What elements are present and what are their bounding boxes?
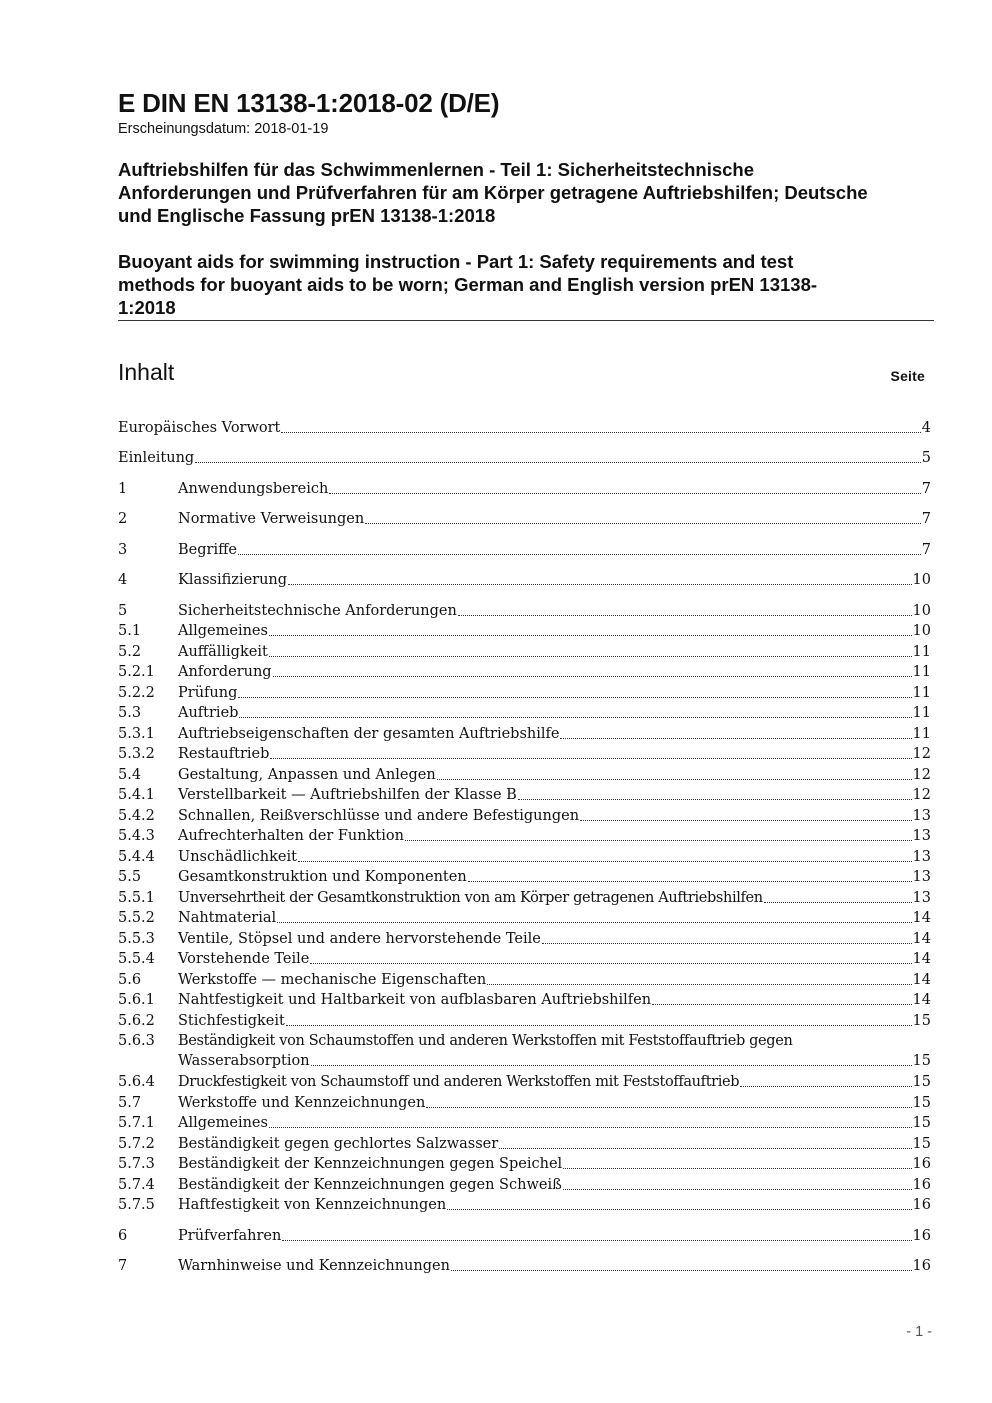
toc-leader bbox=[560, 724, 911, 739]
toc-entry[interactable] bbox=[118, 1072, 931, 1092]
title-german-line: und Englische Fassung prEN 13138-1:2018 bbox=[118, 205, 496, 226]
toc-entry[interactable] bbox=[118, 418, 931, 438]
toc-entry-page: 15 bbox=[912, 1074, 931, 1090]
toc-entry-title: Auftrieb bbox=[178, 705, 239, 721]
toc-entry-title: Gesamtkonstruktion und Komponenten bbox=[178, 869, 467, 885]
toc-entry-number: 3 bbox=[118, 542, 128, 558]
title-english-line: Buoyant aids for swimming instruction - Part 1: Safety requirements and test bbox=[118, 251, 794, 272]
toc-leader bbox=[329, 479, 920, 494]
toc-entry-number: 5.5.3 bbox=[118, 931, 155, 947]
toc-leader bbox=[365, 509, 921, 524]
toc-entry-number: 5.3 bbox=[118, 705, 142, 721]
toc-leader bbox=[281, 418, 920, 433]
toc-leader bbox=[542, 929, 912, 944]
toc-entry-title: Druckfestigkeit von Schaumstoff und anderen Werkstoffen mit Feststoffauftrieb bbox=[178, 1074, 740, 1090]
toc-leader bbox=[426, 1093, 911, 1108]
toc-leader bbox=[269, 621, 912, 636]
toc-leader bbox=[288, 570, 911, 585]
toc-leader bbox=[740, 1072, 911, 1087]
toc-entry-number: 5.6 bbox=[118, 972, 142, 988]
toc-entry-number: 5.5.4 bbox=[118, 951, 155, 967]
toc-entry-title: Normative Verweisungen bbox=[178, 511, 365, 527]
toc-entry[interactable] bbox=[118, 1226, 931, 1246]
toc-entry-page: 10 bbox=[912, 572, 931, 588]
toc-entry-title: Einleitung bbox=[118, 450, 195, 466]
title-english bbox=[118, 250, 938, 319]
toc-entry[interactable] bbox=[118, 448, 931, 468]
toc-leader bbox=[563, 1154, 911, 1169]
toc-entry-page: 12 bbox=[912, 787, 931, 803]
toc-entry-number: 5.3.2 bbox=[118, 746, 155, 762]
toc-leader bbox=[310, 949, 911, 964]
title-german-line: Anforderungen und Prüfverfahren für am Körper getragene Auftriebshilfen; Deutsche bbox=[118, 182, 868, 203]
toc-entry-title-continued: Wasserabsorption bbox=[178, 1053, 310, 1069]
toc-entry-page: 12 bbox=[912, 746, 931, 762]
toc-entry-title: Europäisches Vorwort bbox=[118, 420, 281, 436]
toc-entry-title: Prüfverfahren bbox=[178, 1228, 282, 1244]
toc-entry-title: Unschädlichkeit bbox=[178, 849, 297, 865]
toc-entry[interactable] bbox=[118, 703, 931, 723]
toc-entry-title: Beständigkeit der Kennzeichnungen gegen Schweiß bbox=[178, 1177, 562, 1193]
toc-entry[interactable] bbox=[118, 867, 931, 887]
toc-entry-title: Schnallen, Reißverschlüsse und andere Befestigungen bbox=[178, 808, 580, 824]
toc-entry-number: 5.6.2 bbox=[118, 1013, 155, 1029]
toc-entry[interactable] bbox=[118, 724, 931, 744]
toc-leader bbox=[269, 1113, 912, 1128]
toc-entry-number: 5.5.2 bbox=[118, 910, 155, 926]
toc-entry[interactable] bbox=[118, 806, 931, 826]
toc-entry-page: 13 bbox=[912, 890, 931, 906]
toc-entry[interactable] bbox=[118, 479, 931, 499]
toc-entry-page: 13 bbox=[912, 808, 931, 824]
toc-leader bbox=[282, 1226, 911, 1241]
toc-entry-title: Allgemeines bbox=[178, 1115, 268, 1131]
toc-entry[interactable] bbox=[118, 929, 931, 949]
toc-entry-title: Stichfestigkeit bbox=[178, 1013, 285, 1029]
toc-entry-number: 5.2 bbox=[118, 644, 142, 660]
toc-entry-title: Auftriebseigenschaften der gesamten Auftriebshilfe bbox=[178, 726, 560, 742]
toc-entry-title: Unversehrtheit der Gesamtkonstruktion von am Körper getragenen Auftriebshilfen bbox=[178, 890, 763, 906]
toc-entry-page: 14 bbox=[912, 992, 931, 1008]
toc-entry[interactable] bbox=[118, 509, 931, 529]
toc-leader bbox=[273, 662, 912, 677]
toc-entry-page: 14 bbox=[912, 972, 931, 988]
toc-entry-number: 5.3.1 bbox=[118, 726, 155, 742]
toc-entry[interactable] bbox=[118, 1175, 931, 1195]
toc-entry-title: Beständigkeit gegen gechlortes Salzwasser bbox=[178, 1136, 499, 1152]
toc-entry-number: 5.2.2 bbox=[118, 685, 155, 701]
toc-entry-page: 13 bbox=[912, 849, 931, 865]
toc-entry-title: Anwendungsbereich bbox=[178, 481, 329, 497]
toc-entry-number: 5.4.1 bbox=[118, 787, 155, 803]
toc-entry[interactable] bbox=[118, 621, 931, 641]
toc-entry-page: 11 bbox=[912, 726, 931, 742]
toc-entry-number: 5.2.1 bbox=[118, 664, 155, 680]
publication-date: Erscheinungsdatum: 2018-01-19 bbox=[118, 121, 329, 137]
toc-entry[interactable] bbox=[118, 888, 931, 908]
toc-leader bbox=[238, 683, 911, 698]
toc-leader bbox=[563, 1175, 912, 1190]
toc-entry[interactable] bbox=[118, 1195, 931, 1215]
toc-entry-title: Begriffe bbox=[178, 542, 237, 558]
toc-entry-number: 5.5 bbox=[118, 869, 142, 885]
toc-leader bbox=[487, 970, 911, 985]
toc-entry[interactable] bbox=[118, 765, 931, 785]
toc-entry-page: 15 bbox=[912, 1053, 931, 1069]
toc-entry-page: 15 bbox=[912, 1095, 931, 1111]
toc-entry-page: 11 bbox=[912, 644, 931, 660]
toc-entry-title: Aufrechterhalten der Funktion bbox=[178, 828, 404, 844]
toc-entry[interactable] bbox=[118, 1134, 931, 1154]
title-english-line: methods for buoyant aids to be worn; German and English version prEN 13138- bbox=[118, 274, 818, 295]
toc-page-column-heading: Seite bbox=[890, 368, 925, 384]
toc-entry-title: Allgemeines bbox=[178, 623, 268, 639]
toc-entry-number: 5.4.4 bbox=[118, 849, 155, 865]
toc-leader bbox=[269, 642, 912, 657]
toc-leader bbox=[239, 703, 911, 718]
toc-entry-title: Beständigkeit von Schaumstoffen und anderen Werkstoffen mit Feststoffauftrieb gegen bbox=[178, 1033, 793, 1049]
title-divider bbox=[118, 320, 934, 321]
toc-entry[interactable] bbox=[118, 847, 931, 867]
toc-entry-number: 4 bbox=[118, 572, 128, 588]
toc-entry-page: 14 bbox=[912, 931, 931, 947]
page-number: - 1 - bbox=[906, 1324, 932, 1340]
toc-entry-title: Nahtfestigkeit und Haltbarkeit von aufblasbaren Auftriebshilfen bbox=[178, 992, 652, 1008]
toc-entry[interactable] bbox=[118, 949, 931, 969]
toc-entry-number: 2 bbox=[118, 511, 128, 527]
toc-entry-title: Gestaltung, Anpassen und Anlegen bbox=[178, 767, 436, 783]
toc-entry-title: Verstellbarkeit — Auftriebshilfen der Klasse B bbox=[178, 787, 517, 803]
toc-entry-number: 5.1 bbox=[118, 623, 142, 639]
document-id: E DIN EN 13138-1:2018-02 (D/E) bbox=[118, 88, 500, 118]
toc-entry-page: 14 bbox=[912, 910, 931, 926]
toc-entry[interactable] bbox=[118, 1011, 931, 1031]
toc-entry-page: 11 bbox=[912, 685, 931, 701]
toc-entry-number: 5.7.2 bbox=[118, 1136, 155, 1152]
toc-entry[interactable] bbox=[118, 540, 931, 560]
toc-entry[interactable] bbox=[118, 570, 931, 590]
toc-leader bbox=[405, 826, 912, 841]
toc-leader bbox=[764, 888, 912, 903]
toc-entry-title: Vorstehende Teile bbox=[178, 951, 310, 967]
toc-entry-title: Sicherheitstechnische Anforderungen bbox=[178, 603, 457, 619]
toc-entry-number: 5.7.1 bbox=[118, 1115, 155, 1131]
toc-entry-page: 15 bbox=[912, 1115, 931, 1131]
toc-entry-number: 5.6.4 bbox=[118, 1074, 155, 1090]
toc-entry[interactable] bbox=[118, 601, 931, 621]
toc-entry[interactable] bbox=[118, 1154, 931, 1174]
title-german bbox=[118, 158, 938, 227]
toc-entry-title: Werkstoffe und Kennzeichnungen bbox=[178, 1095, 426, 1111]
toc-entry[interactable] bbox=[118, 642, 931, 662]
toc-entry-page: 15 bbox=[912, 1013, 931, 1029]
toc-entry-page: 11 bbox=[912, 705, 931, 721]
toc-leader bbox=[311, 1051, 912, 1066]
toc-entry-number: 5.4.3 bbox=[118, 828, 155, 844]
toc-entry-page: 10 bbox=[912, 623, 931, 639]
title-english-line: 1:2018 bbox=[118, 297, 176, 318]
toc-entry[interactable] bbox=[118, 970, 931, 990]
toc-entry-page: 16 bbox=[912, 1177, 931, 1193]
toc-entry-page: 10 bbox=[912, 603, 931, 619]
toc-entry-page: 4 bbox=[921, 420, 931, 436]
toc-entry-title: Warnhinweise und Kennzeichnungen bbox=[178, 1258, 450, 1274]
toc-entry-title: Restauftrieb bbox=[178, 746, 270, 762]
toc-entry[interactable] bbox=[118, 990, 931, 1010]
toc-entry-page: 13 bbox=[912, 869, 931, 885]
toc-entry-page: 16 bbox=[912, 1258, 931, 1274]
toc-leader bbox=[238, 540, 921, 555]
toc-entry-number: 5.6.1 bbox=[118, 992, 155, 1008]
toc-entry[interactable] bbox=[118, 826, 931, 846]
toc-entry-page: 11 bbox=[912, 664, 931, 680]
toc-entry-title: Auffälligkeit bbox=[178, 644, 268, 660]
toc-leader bbox=[451, 1256, 912, 1271]
toc-entry-title: Nahtmaterial bbox=[178, 910, 277, 926]
toc-entry-title: Haftfestigkeit von Kennzeichnungen bbox=[178, 1197, 447, 1213]
toc-entry-title: Ventile, Stöpsel und andere hervorstehende Teile bbox=[178, 931, 541, 947]
toc-entry-title: Beständigkeit der Kennzeichnungen gegen Speichel bbox=[178, 1156, 563, 1172]
toc-entry[interactable] bbox=[118, 1093, 931, 1113]
toc-entry-page: 13 bbox=[912, 828, 931, 844]
toc-entry-number: 6 bbox=[118, 1228, 128, 1244]
toc-entry-title: Prüfung bbox=[178, 685, 238, 701]
toc-entry-page: 16 bbox=[912, 1156, 931, 1172]
toc-entry-page: 12 bbox=[912, 767, 931, 783]
toc-entry-title: Werkstoffe — mechanische Eigenschaften bbox=[178, 972, 487, 988]
toc-leader bbox=[468, 867, 912, 882]
toc-leader bbox=[652, 990, 911, 1005]
toc-leader bbox=[270, 744, 911, 759]
title-german-line: Auftriebshilfen für das Schwimmenlernen - Teil 1: Sicherheitstechnische bbox=[118, 159, 755, 180]
toc-entry-number: 5.7.5 bbox=[118, 1197, 155, 1213]
toc-entry-page: 16 bbox=[912, 1197, 931, 1213]
toc-entry[interactable] bbox=[118, 1256, 931, 1276]
toc-entry-number: 5.4.2 bbox=[118, 808, 155, 824]
toc-entry[interactable] bbox=[118, 785, 931, 805]
toc-entry[interactable] bbox=[118, 1113, 931, 1133]
toc-entry-number: 5.5.1 bbox=[118, 890, 155, 906]
toc-leader bbox=[580, 806, 911, 821]
toc-entry-page: 5 bbox=[921, 450, 931, 466]
toc-entry-number: 5.7 bbox=[118, 1095, 142, 1111]
toc-entry[interactable] bbox=[118, 683, 931, 703]
toc-entry-page: 15 bbox=[912, 1136, 931, 1152]
toc-entry-page: 7 bbox=[921, 542, 931, 558]
toc-entry-number: 5.7.4 bbox=[118, 1177, 155, 1193]
toc-entry[interactable] bbox=[118, 1031, 931, 1071]
toc-leader bbox=[437, 765, 912, 780]
toc-entry-page: 7 bbox=[921, 481, 931, 497]
toc-entry-number: 5.6.3 bbox=[118, 1033, 155, 1049]
toc-entry-title: Anforderung bbox=[178, 664, 272, 680]
toc-leader bbox=[286, 1011, 912, 1026]
toc-entry[interactable] bbox=[118, 744, 931, 764]
toc-entry-number: 5.4 bbox=[118, 767, 142, 783]
toc-entry-number: 5.7.3 bbox=[118, 1156, 155, 1172]
toc-leader bbox=[458, 601, 912, 616]
toc-heading: Inhalt bbox=[118, 359, 175, 385]
toc-leader bbox=[447, 1195, 911, 1210]
toc-entry-page: 14 bbox=[912, 951, 931, 967]
toc-leader bbox=[277, 908, 911, 923]
toc-entry-title: Klassifizierung bbox=[178, 572, 288, 588]
toc-entry-page: 16 bbox=[912, 1228, 931, 1244]
toc-leader bbox=[298, 847, 912, 862]
toc-entry[interactable] bbox=[118, 908, 931, 928]
toc-leader bbox=[518, 785, 912, 800]
toc-entry-number: 7 bbox=[118, 1258, 128, 1274]
toc-entry[interactable] bbox=[118, 662, 931, 682]
toc-entry-page: 7 bbox=[921, 511, 931, 527]
toc-leader bbox=[499, 1134, 911, 1149]
toc-entry-number: 1 bbox=[118, 481, 128, 497]
toc-leader bbox=[195, 448, 921, 463]
toc-entry-number: 5 bbox=[118, 603, 128, 619]
